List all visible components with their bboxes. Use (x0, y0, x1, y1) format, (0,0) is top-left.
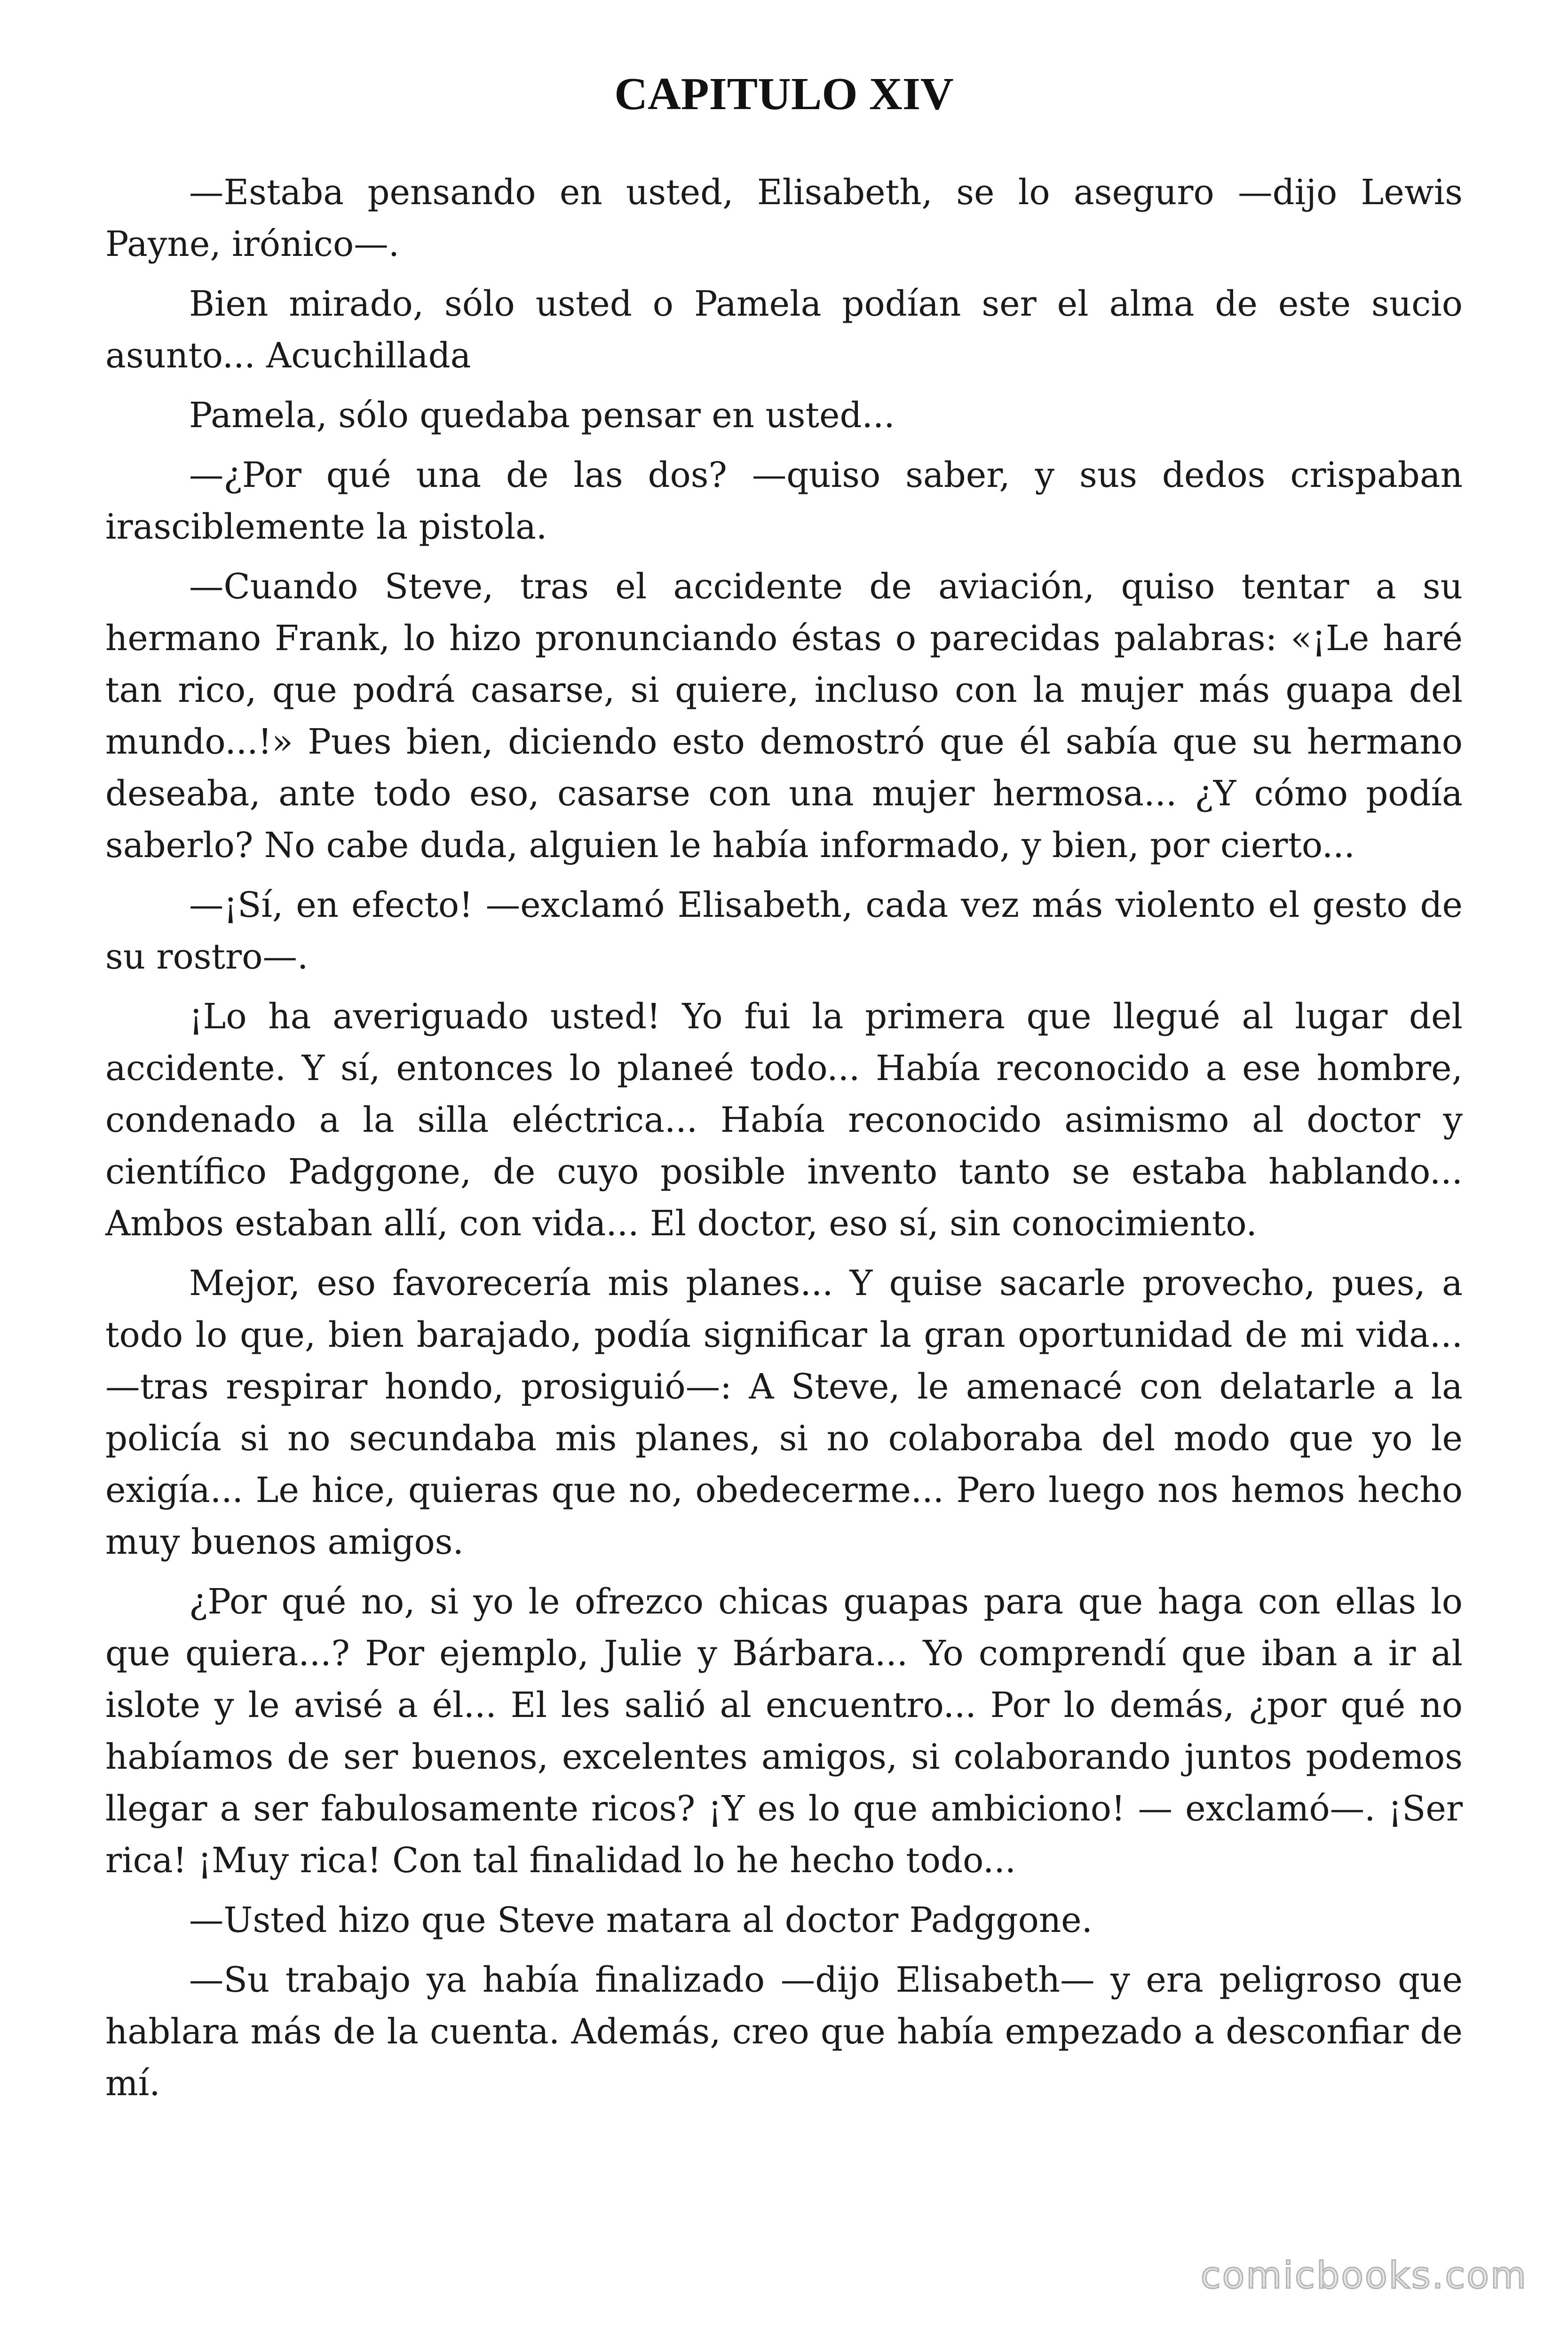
paragraph: —Cuando Steve, tras el accidente de aviación, quiso tentar a su hermano Frank, lo hizo pronunciando éstas o parecidas palabras: «¡Le haré tan rico, que podrá casarse, si quiere, incluso con la mujer más guapa del mundo...!» Pues bien, diciendo esto demostró que él sabía que su hermano deseaba, ante todo eso, casarse con una mujer hermosa... ¿Y cómo podía saberlo? No cabe duda, alguien le había informado, y bien, por cierto... (105, 567, 1463, 866)
paragraph: —¡Sí, en efecto! —exclamó Elisabeth, cada vez más violento el gesto de su rostro—. (105, 885, 1463, 977)
watermark: comicbooks.com (1200, 2255, 1528, 2297)
paragraph: —¿Por qué una de las dos? —quiso saber, y sus dedos crispaban irasciblemente la pistola. (105, 455, 1463, 547)
paragraph: —Estaba pensando en usted, Elisabeth, se lo aseguro —dijo Lewis Payne, irónico—. (105, 173, 1463, 264)
paragraph: —Usted hizo que Steve matara al doctor Padggone. (189, 1900, 1093, 1940)
paragraph: ¡Lo ha averiguado usted! Yo fui la primera que llegué al lugar del accidente. Y sí, entonces lo planeé todo... Había reconocido a ese hombre, condenado a la silla eléctrica... Había reconocido asimismo al doctor y científico Padggone, de cuyo posible invento tanto se estaba hablando... Ambos estaban allí, con vida... El doctor, eso sí, sin conocimiento. (105, 997, 1463, 1244)
paragraph: ¿Por qué no, si yo le ofrezco chicas guapas para que haga con ellas lo que quiera...? Por ejemplo, Julie y Bárbara... Yo comprendí que iban a ir al islote y le avisé a él... El les salió al encuentro... Por lo demás, ¿por qué no habíamos de ser buenos, excelentes amigos, si colaborando juntos podemos llegar a ser fabulosamente ricos? ¡Y es lo que ambiciono! — exclamó—. ¡Ser rica! ¡Muy rica! Con tal finalidad lo he hecho todo... (105, 1582, 1463, 1881)
paragraph: —Su trabajo ya había finalizado —dijo Elisabeth— y era peligroso que hablara más de la cuenta. Además, creo que había empezado a desconfiar de mí. (105, 1960, 1463, 2104)
chapter-body (105, 167, 1463, 2118)
paragraph: Pamela, sólo quedaba pensar en usted... (189, 396, 895, 436)
paragraph: Bien mirado, sólo usted o Pamela podían ser el alma de este sucio asunto... Acuchillada (105, 284, 1463, 376)
chapter-title: CAPITULO XIV (614, 69, 954, 119)
paragraph: Mejor, eso favorecería mis planes... Y quise sacarle provecho, pues, a todo lo que, bien barajado, podía significar la gran oportunidad de mi vida... —tras respirar hondo, prosiguió—: A Steve, le amenacé con delatarle a la policía si no secundaba mis planes, si no colaboraba del modo que yo le exigía... Le hice, quieras que no, obedecerme... Pero luego nos hemos hecho muy buenos amigos. (105, 1263, 1463, 1562)
